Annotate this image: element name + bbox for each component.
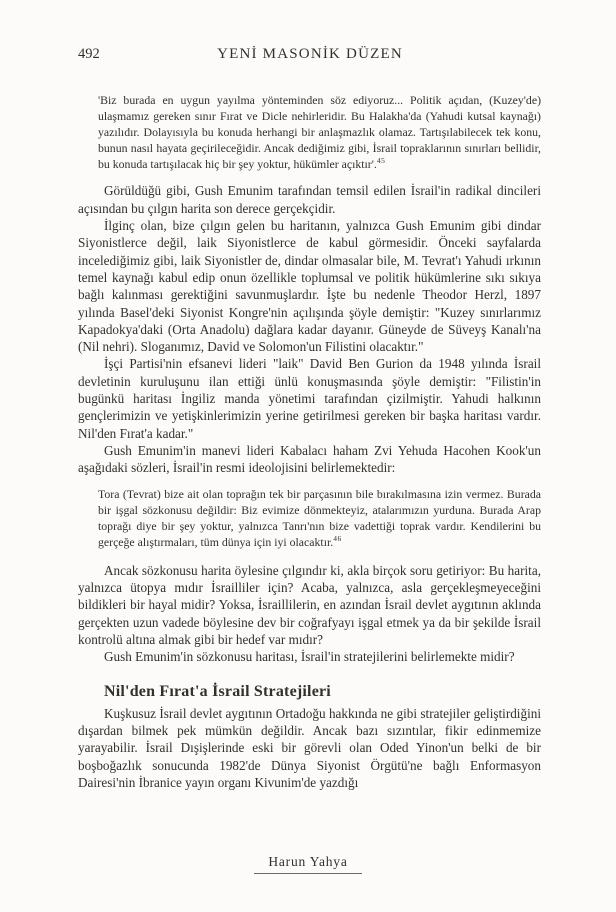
paragraph-1: Görüldüğü gibi, Gush Emunim tarafından temsil edilen İsrail'in radikal dincileri açısından bu çılgın harita son derece gerçekçidir. bbox=[78, 183, 541, 216]
block-quote-2-text: Tora (Tevrat) bize ait olan toprağın tek bir parçasının bile bırakılmasına izin vermez. Burada bir işgal sözkonusu değildir: Biz evimize dönmekteyiz, atalarımızın yurduna. Burada Arap toprağı diye bir şey yoktur, yalnızca Tanrı'nın bize vadettiği toprak vardır. Kendilerini bu gerçeğe alıştırmaları, tüm dünya için iyi olacaktır. bbox=[98, 486, 541, 549]
running-header-title: YENİ MASONİK DÜZEN bbox=[217, 46, 403, 62]
footnote-reference-46: 46 bbox=[333, 533, 342, 543]
paragraph-3: İşçi Partisi'nin efsanevi lideri "laik" David Ben Gurion da 1948 yılında İsrail devletinin kuruluşunu ilan ettiği ünlü konuşmasında şöyle demiştir: "Filistin'in bugünkü haritası İngiliz manda yönetimi tarafından çizilmiştir. Yahudi halkının gençlerimizin ve yetişkinlerimizin yerine getirilmesi gereken bir başka haritası vardır. Nil'den Fırat'a kadar." bbox=[78, 356, 541, 441]
block-quote-1 bbox=[98, 92, 541, 172]
block-quote-1-text: 'Biz burada en uygun yayılma yönteminden söz ediyoruz... Politik açıdan, (Kuzey'de) ulaşmamız gereken sınır Fırat ve Dicle nehirleridir. Bu Halakha'da (Yahudi kutsal kaynağı) yazılıdır. Dolayısıyla bu konuda herhangi bir anlaşmazlık olamaz. Tartışılabilecek tek konu, bunun nasıl hayata geçirileceğidir. Ancak dediğimiz gibi, İsrail topraklarının sınırları bellidir, bu konuda tartışılacak hiç bir şey yoktur, hükümler açıktır'. bbox=[98, 93, 541, 172]
paragraph-5: Ancak sözkonusu harita öylesine çılgındır ki, akla birçok soru getiriyor: Bu harita, yalnızca ütopya mıdır İsrailliler için? Acaba, yalnızca, asla gerçekleşmeyeceğini bildikleri bir hayal midir? Yoksa, İsraillilerin, en azından İsrail devlet aygıtının aklında gerçekten uzun vadede böylesine dev bir coğrafyayı işgal etmek ya da bir şekilde İsrail kontrolü altına almak gibi bir hedef var mıdır? bbox=[78, 562, 541, 648]
paragraph-2: İlginç olan, bize çılgın gelen bu haritanın, yalnızca Gush Emunim gibi dindar Siyonistlerce değil, laik Siyonistlerce de kabul görmesidir. Önceki sayfalarda incelediğimiz gibi, laik Siyonistler de, dindar olmasalar bile, M. Tevrat'ı Yahudi ırkının temel kaynağı kabul edip onun özellikle toplumsal ve politik hükümlerine sıkı sıkıya bağlı kalınması gerektiğini savunmuşlardır. İşte bu nedenle Theodor Herzl, 1897 yılında Basel'deki Siyonist Kongre'nin açılışında şöyle demiştir: "Kuzey sınırlarımız Kapadokya'daki (Orta Anadolu) dağlara kadar dayanır. Güneyde de Süveyş Kanalı'na (Nil nehri). Sloganımız, David ve Solomon'un Filistini olacaktır." bbox=[78, 218, 541, 355]
page-number: 492 bbox=[78, 46, 100, 62]
section-heading: Nil'den Fırat'a İsrail Stratejileri bbox=[104, 682, 331, 700]
page-footer bbox=[0, 853, 616, 874]
block-quote-2 bbox=[98, 486, 541, 550]
footer-author: Harun Yahya bbox=[254, 854, 361, 874]
paragraph-6: Gush Emunim'in sözkonusu haritası, İsrail'in stratejilerini belirlemekte midir? bbox=[104, 649, 515, 665]
footnote-reference-45: 45 bbox=[376, 156, 386, 166]
page-body bbox=[78, 88, 541, 791]
paragraph-4: Gush Emunim'in manevi lideri Kabalacı haham Zvi Yehuda Hacohen Kook'un aşağıdaki sözleri, İsrail'in resmi ideolojisini belirlemektedir: bbox=[78, 442, 541, 476]
paragraph-7: Kuşkusuz İsrail devlet aygıtının Ortadoğu hakkında ne gibi stratejiler geliştirdiğini dışardan bilmek pek mümkün değildir. Ancak bazı sızıntılar, fikir edinmemize yarayabilir. İsrail Dışişlerinde eski bir görevli olan Oded Yinon'un belki de bir boşboğazlık sonucunda 1982'de Dünya Siyonist Örgütü'ne bağlı Enformasyon Dairesi'nin İbranice yayın organı Kivunim'de yazdığı bbox=[78, 705, 541, 790]
running-header bbox=[78, 46, 542, 66]
